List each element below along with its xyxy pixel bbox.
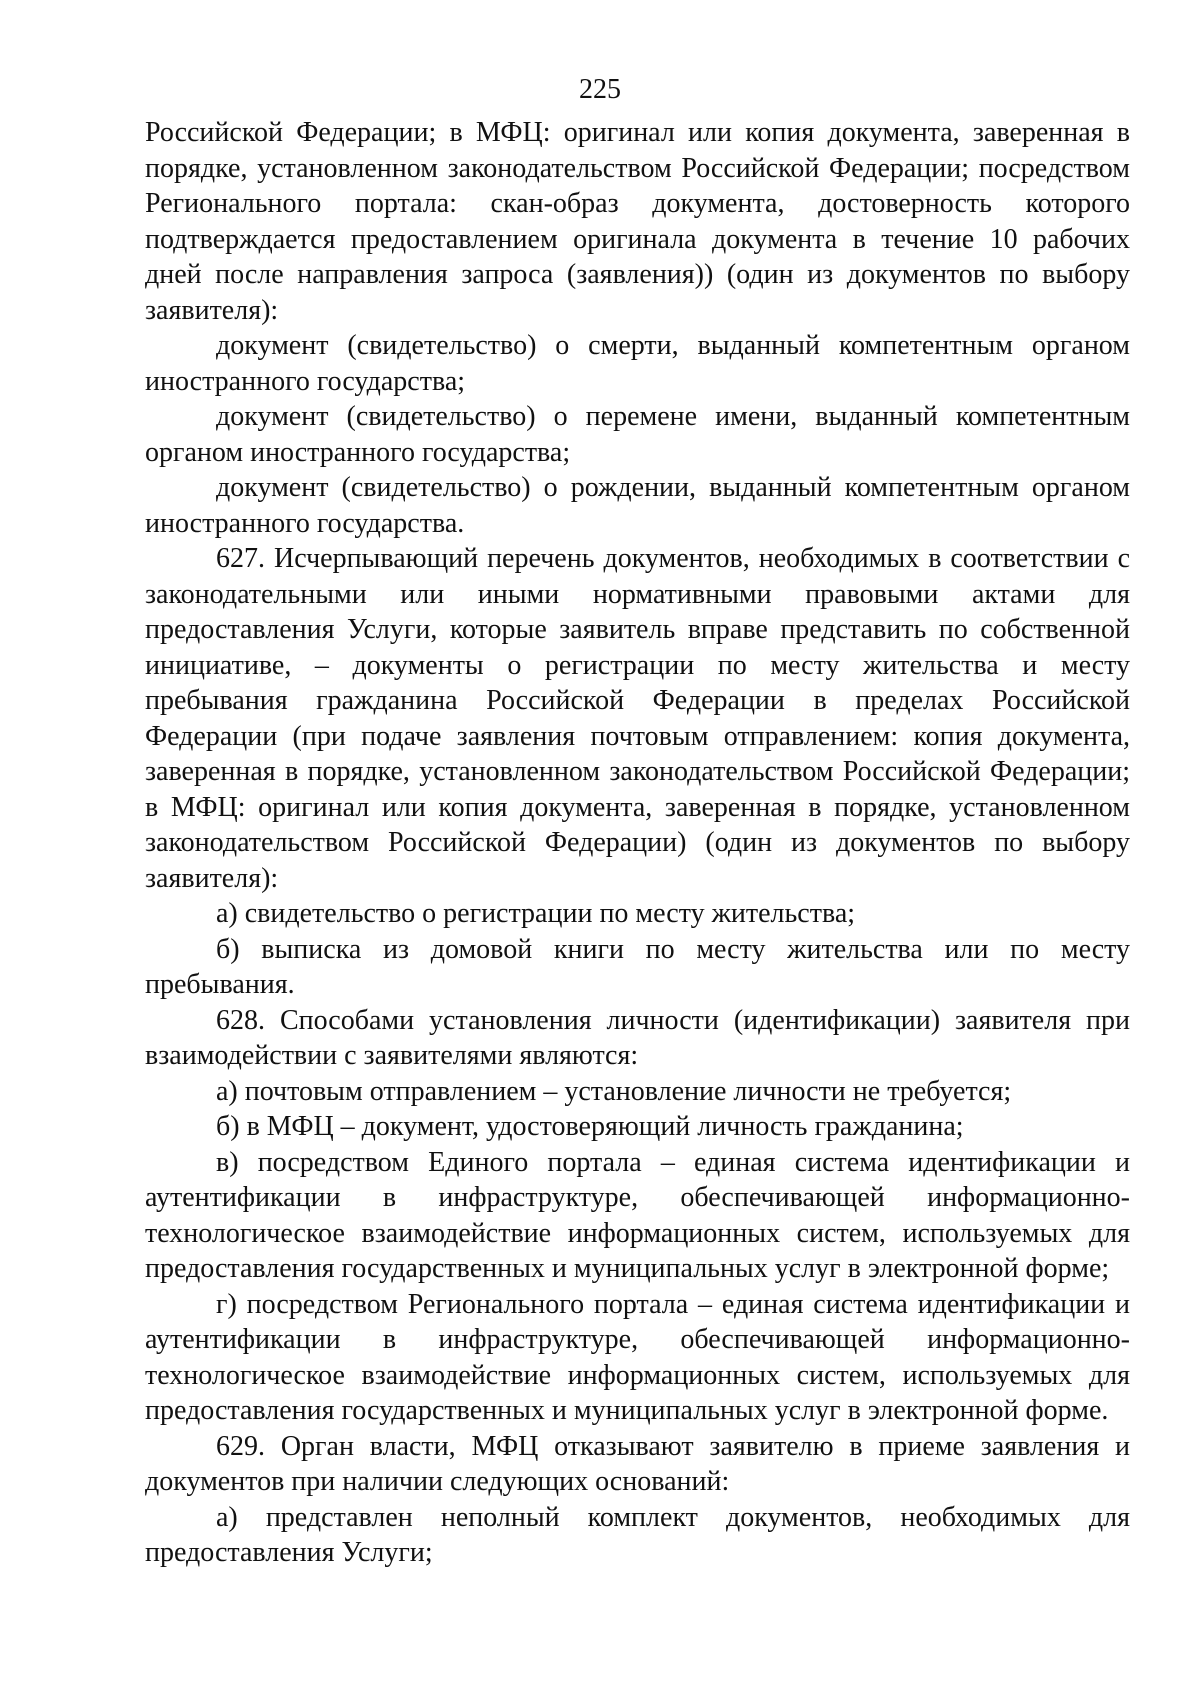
paragraph-continuation: Российской Федерации; в МФЦ: оригинал или копия документа, заверенная в порядке, установленном законодательством Российской Федерации; посредством Регионального портала: скан-образ документа, достоверность которого подтверждается предоставлением оригинала документа в течение 10 рабочих дней после направления запроса (заявления)) (один из документов по выбору заявителя): (145, 117, 1130, 326)
paragraph-627-a: а) свидетельство о регистрации по месту жительства; (216, 898, 856, 929)
paragraph-627: 627. Исчерпывающий перечень документов, необходимых в соответствии с законодательными или иными нормативными правовыми актами для предоставления Услуги, которые заявитель вправе представить по собственной инициативе, – документы о регистрации по месту жительства и месту пребывания гражданина Российской Федерации в пределах Российской Федерации (при подаче заявления почтовым отправлением: копия документа, заверенная в порядке, установленном законодательством Российской Федерации; в МФЦ: оригинал или копия документа, заверенная в порядке, установленном законодательством Российской Федерации) (один из документов по выбору заявителя): (145, 543, 1130, 894)
paragraph-628-v: в) посредством Единого портала – единая система идентификации и аутентификации в инфраструктуре, обеспечивающей информационно-технологическое взаимодействие информационных систем, используемых для предоставления государственных и муниципальных услуг в электронной форме; (145, 1146, 1130, 1284)
paragraph-629: 629. Орган власти, МФЦ отказывают заявителю в приеме заявления и документов при наличии следующих оснований: (145, 1430, 1130, 1497)
paragraph-name-change-certificate: документ (свидетельство) о перемене имени, выданный компетентным органом иностранного государства; (145, 401, 1130, 468)
document-body (145, 115, 1130, 1571)
paragraph-death-certificate: документ (свидетельство) о смерти, выданный компетентным органом иностранного государства; (145, 330, 1130, 397)
paragraph-birth-certificate: документ (свидетельство) о рождении, выданный компетентным органом иностранного государства. (145, 472, 1130, 539)
paragraph-627-b: б) выписка из домовой книги по месту жительства или по месту пребывания. (145, 933, 1130, 1000)
paragraph-628-b: б) в МФЦ – документ, удостоверяющий личность гражданина; (216, 1111, 964, 1142)
paragraph-629-a: а) представлен неполный комплект документов, необходимых для предоставления Услуги; (145, 1501, 1130, 1568)
paragraph-628-a: а) почтовым отправлением – установление личности не требуется; (216, 1075, 1012, 1107)
paragraph-628-g: г) посредством Регионального портала – единая система идентификации и аутентификации в инфраструктуре, обеспечивающей информационно-технологическое взаимодействие информационных систем, используемых для предоставления государственных и муниципальных услуг в электронной форме. (145, 1288, 1130, 1426)
paragraph-628: 628. Способами установления личности (идентификации) заявителя при взаимодействии с заявителями являются: (145, 1004, 1130, 1071)
page-number: 225 (579, 74, 621, 105)
